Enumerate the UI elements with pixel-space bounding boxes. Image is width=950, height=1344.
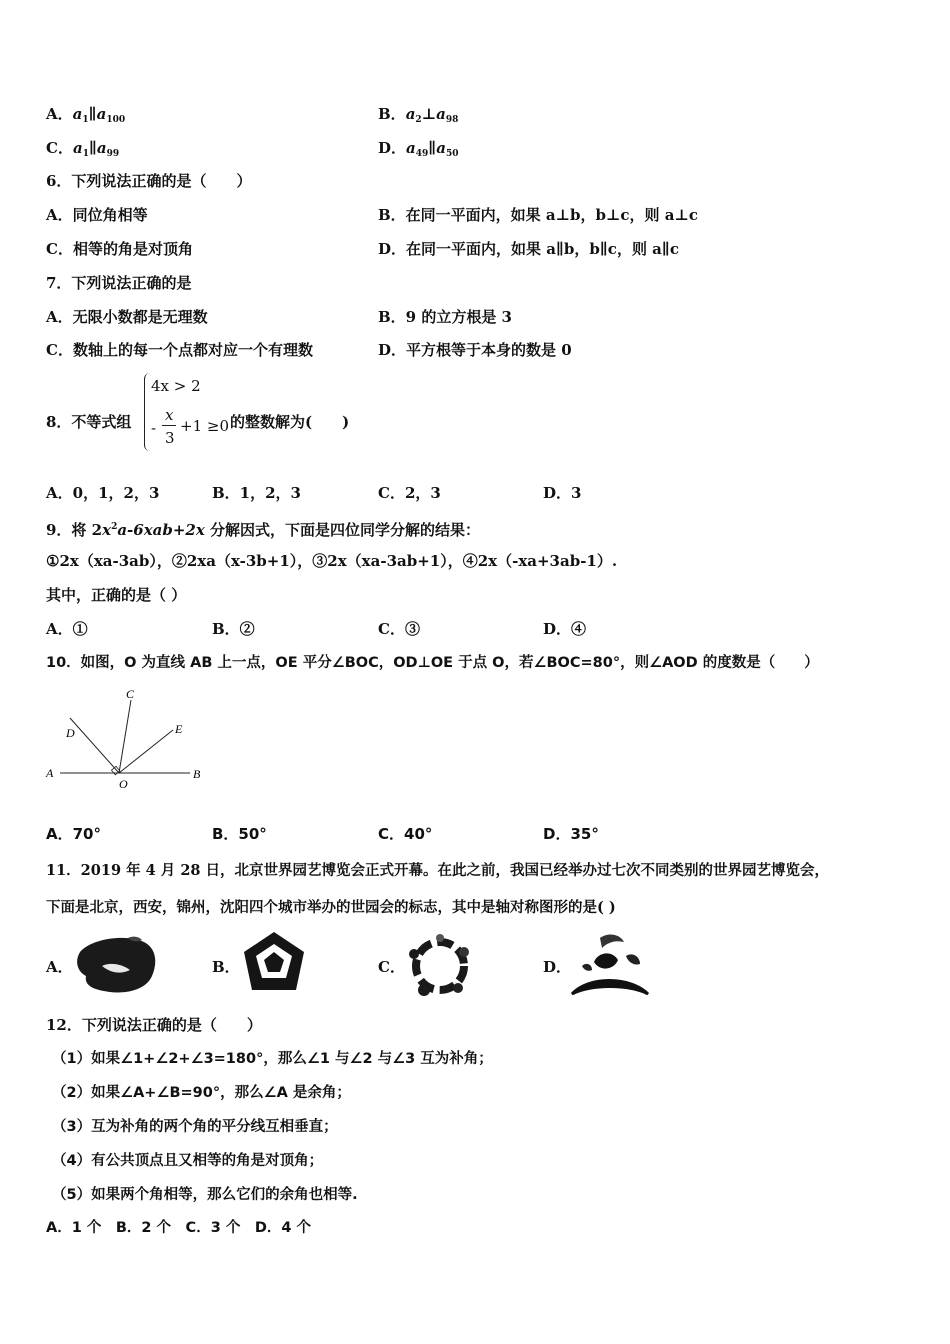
ray-od <box>70 718 119 773</box>
q8-ineq2-rest: +1 ≥0 <box>180 417 229 435</box>
q7-option-b[interactable]: B．9 的立方根是 3 <box>378 308 512 326</box>
q12-statement-1: （1）如果∠1+∠2+∠3=180°，那么∠1 与∠2 与∠3 互为补角； <box>52 1051 493 1067</box>
q9-option-c[interactable]: C．③ <box>378 620 420 638</box>
q10-option-a[interactable]: A．70° <box>46 825 101 843</box>
q8-fraction-bar <box>162 425 176 426</box>
q9-results: ①2x（xa-3ab），②2xa（x-3b+1），③2x（xa-3ab+1），④2x（-xa+3ab-1）. <box>46 552 618 570</box>
q8-ineq2-numerator: x <box>165 406 174 424</box>
q9-note: 其中，正确的是（ ） <box>46 586 187 604</box>
q8-option-b[interactable]: B．1，2，3 <box>212 484 301 502</box>
q10-option-b[interactable]: B．50° <box>212 825 267 843</box>
q5-option-a[interactable]: A．$a_1\parallel a_{100}$ <box>46 105 126 125</box>
q6-option-d[interactable]: D．在同一平面内，如果 a∥b，b∥c，则 a∥c <box>378 240 679 258</box>
q7-option-a[interactable]: A．无限小数都是无理数 <box>46 308 208 326</box>
q9-option-a[interactable]: A．① <box>46 620 88 638</box>
ray-oc <box>119 700 131 773</box>
q8-option-a[interactable]: A．0，1，2，3 <box>46 484 160 502</box>
q5-option-b[interactable]: B．$a_2\perp a_{98}$ <box>378 105 459 125</box>
q8-ineq2-minus: - <box>151 419 157 437</box>
q8-ineq2-denominator: 3 <box>165 429 175 447</box>
q6-stem: 6．下列说法正确的是（ ） <box>46 172 252 190</box>
q9-option-d[interactable]: D．④ <box>543 620 587 638</box>
q9-stem: 9．将 $2x^2a-6xab+2x$ 分解因式，下面是四位同学分解的结果： <box>46 521 481 539</box>
q6-option-a[interactable]: A．同位角相等 <box>46 206 148 224</box>
q9-option-b[interactable]: B．② <box>212 620 255 638</box>
q8-option-d[interactable]: D．3 <box>543 484 582 502</box>
label-d: D <box>66 726 75 740</box>
q11-option-a-label[interactable]: A． <box>46 958 73 976</box>
q5-option-c[interactable]: C．$a_1\parallel a_{99}$ <box>46 139 120 159</box>
q10-angle-figure <box>40 685 210 795</box>
q10-stem: 10．如图，O 为直线 AB 上一点，OE 平分∠BOC，OD⊥OE 于点 O，若∠BOC=80°，则∠AOD 的度数是（ ） <box>46 655 819 671</box>
q11-option-b-label[interactable]: B． <box>212 958 240 976</box>
label-o: O <box>119 777 128 791</box>
q11-stem-line-2: 下面是北京，西安，锦州，沈阳四个城市举办的世园会的标志，其中是轴对称图形的是( ) <box>46 899 616 916</box>
q7-stem: 7．下列说法正确的是 <box>46 274 192 292</box>
q8-suffix: 的整数解为( ) <box>230 413 350 431</box>
label-e: E <box>175 722 183 736</box>
q6-option-c[interactable]: C．相等的角是对顶角 <box>46 240 193 258</box>
q8-brace <box>144 373 151 451</box>
q11-option-c-label[interactable]: C． <box>378 958 405 976</box>
q12-options[interactable]: A．1 个 B．2 个 C．3 个 D．4 个 <box>46 1220 311 1236</box>
q7-option-d[interactable]: D．平方根等于本身的数是 0 <box>378 341 572 359</box>
ray-oe <box>119 730 173 773</box>
label-c: C <box>126 687 135 701</box>
q6-option-b[interactable]: B．在同一平面内，如果 a⊥b，b⊥c，则 a⊥c <box>378 206 699 224</box>
q11-stem-line-1: 11．2019 年 4 月 28 日，北京世界园艺博览会正式开幕。在此之前，我国已经举办过七次不同类别的世界园艺博览会， <box>46 862 830 879</box>
q8-inequality-1: 4x > 2 <box>151 377 201 395</box>
label-b: B <box>193 767 201 781</box>
right-angle-mark <box>111 766 119 774</box>
jinzhou-expo-logo[interactable] <box>400 930 480 1000</box>
q12-statement-4: （4）有公共顶点且又相等的角是对顶角； <box>52 1153 324 1169</box>
xian-expo-logo[interactable] <box>236 928 312 998</box>
q8-option-c[interactable]: C．2，3 <box>378 484 441 502</box>
label-a: A <box>46 766 54 780</box>
beijing-expo-logo[interactable] <box>72 932 162 998</box>
q5-option-d[interactable]: D．$a_{49}\parallel a_{50}$ <box>378 139 459 159</box>
shenyang-expo-logo[interactable] <box>568 932 652 996</box>
q10-option-c[interactable]: C．40° <box>378 825 433 843</box>
q8-prefix: 8．不等式组 <box>46 413 132 431</box>
q12-statement-3: （3）互为补角的两个角的平分线互相垂直； <box>52 1119 338 1135</box>
q12-statement-2: （2）如果∠A+∠B=90°，那么∠A 是余角； <box>52 1085 351 1101</box>
q7-option-c[interactable]: C．数轴上的每一个点都对应一个有理数 <box>46 341 313 359</box>
q12-statement-5: （5）如果两个角相等，那么它们的余角也相等. <box>52 1187 358 1203</box>
q11-option-d-label[interactable]: D． <box>543 958 572 976</box>
q10-option-d[interactable]: D．35° <box>543 825 599 843</box>
q12-stem: 12．下列说法正确的是（ ） <box>46 1016 262 1034</box>
